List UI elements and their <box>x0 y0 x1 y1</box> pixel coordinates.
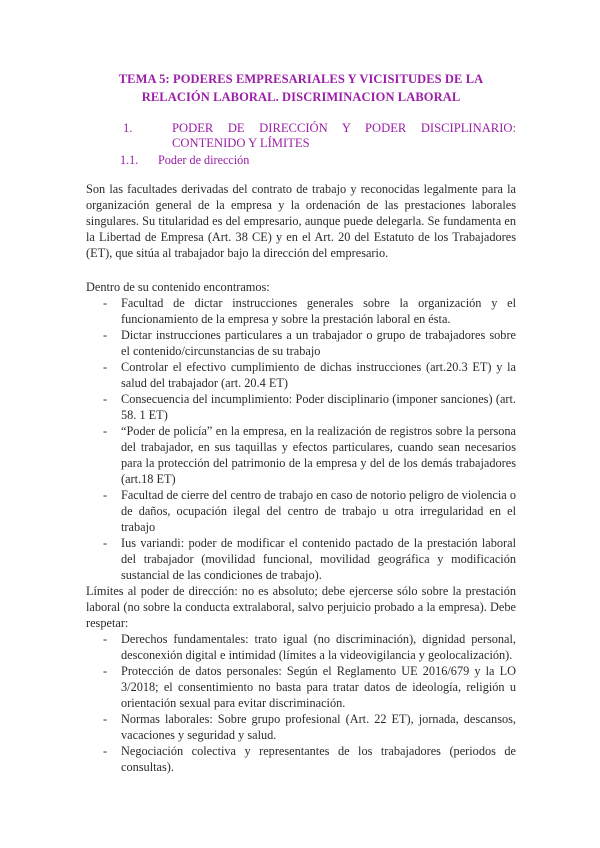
list-item: - Controlar el efectivo cumplimiento de dichas instrucciones (art.20.3 ET) y la salud del trabajador (art. 20.4 ET) <box>103 360 516 390</box>
list-item: - Derechos fundamentales: trato igual (no discriminación), dignidad personal, desconexión digital e intimidad (límites a la videovigilancia y geolocalización). <box>103 632 516 662</box>
bullet-dash: - <box>103 664 108 678</box>
list-item: - Negociación colectiva y representantes de los trabajadores (periodos de consultas). <box>103 744 516 774</box>
bullet-dash: - <box>103 296 108 310</box>
bullet-dash: - <box>103 712 108 726</box>
section-title: PODER DE DIRECCIÓN Y PODER DISCIPLINARIO: CONTENIDO Y LÍMITES <box>172 121 516 150</box>
intro-paragraph: Son las facultades derivadas del contrato de trabajo y reconocidas legalmente para la organización general de la empresa y la ordenación de las prestaciones laborales singulares. Su titularidad es del empresario, aunque puede delegarla. Se fundamenta en la Libertad de Empresa (Art. 38 CE) y en el Art. 20 del Estatuto de los Trabajadores (ET), que sitúa al trabajador bajo la dirección del empresario. <box>86 182 516 260</box>
limits-list <box>86 631 516 775</box>
list-item: - Dictar instrucciones particulares a un trabajador o grupo de trabajadores sobre el contenido/circunstancias de su trabajo <box>103 328 516 358</box>
list-item: - Protección de datos personales: Según el Reglamento UE 2016/679 y la LO 3/2018; el consentimiento no basta para tratar datos de ideología, religión u orientación sexual para evitar discriminación. <box>103 664 516 710</box>
document-title: TEMA 5: PODERES EMPRESARIALES Y VICISITUDES DE LA RELACIÓN LABORAL. DISCRIMINACION LABORAL <box>118 72 484 104</box>
bullet-dash: - <box>103 392 108 406</box>
list-item: - Consecuencia del incumplimiento: Poder disciplinario (imponer sanciones) (art. 58. 1 ET) <box>103 392 516 422</box>
bullet-dash: - <box>103 328 108 342</box>
list-item: - Normas laborales: Sobre grupo profesional (Art. 22 ET), jornada, descansos, vacaciones y seguridad y salud. <box>103 712 516 742</box>
bullet-dash: - <box>103 424 108 438</box>
section-heading <box>86 121 516 151</box>
subsection-title: Poder de dirección <box>158 153 250 167</box>
content-list <box>86 295 516 583</box>
list-item: - “Poder de policía” en la empresa, en la realización de registros sobre la persona del trabajador, en sus taquillas y efectos particulares, cuando sean necesarios para la protección del patrimonio de la empresa y del de los demás trabajadores (art.18 ET) <box>103 424 516 486</box>
list-item: - Facultad de dictar instrucciones generales sobre la organización y el funcionamiento de la empresa y sobre la prestación laboral en ésta. <box>103 296 516 326</box>
bullet-dash: - <box>103 536 108 550</box>
bullet-dash: - <box>103 488 108 502</box>
content-intro: Dentro de su contenido encontramos: <box>86 280 270 294</box>
bullet-dash: - <box>103 632 108 646</box>
bullet-dash: - <box>103 360 108 374</box>
section-number: 1. <box>123 121 133 135</box>
list-item: - Ius variandi: poder de modificar el contenido pactado de la prestación laboral del trabajador (movilidad funcional, movilidad geográfica y modificación sustancial de las condiciones de trabajo). <box>103 536 516 582</box>
subsection-heading <box>120 152 249 168</box>
list-item: - Facultad de cierre del centro de trabajo en caso de notorio peligro de violencia o de daños, ocupación ilegal del centro de trabajo u otra irregularidad en el trabajo <box>103 488 516 534</box>
limits-intro: Límites al poder de dirección: no es absoluto; debe ejercerse sólo sobre la prestación laboral (no sobre la conducta extralaboral, salvo perjuicio probado a la empresa). Debe respetar: <box>86 584 516 630</box>
subsection-number: 1.1. <box>120 153 139 167</box>
bullet-dash: - <box>103 744 108 758</box>
